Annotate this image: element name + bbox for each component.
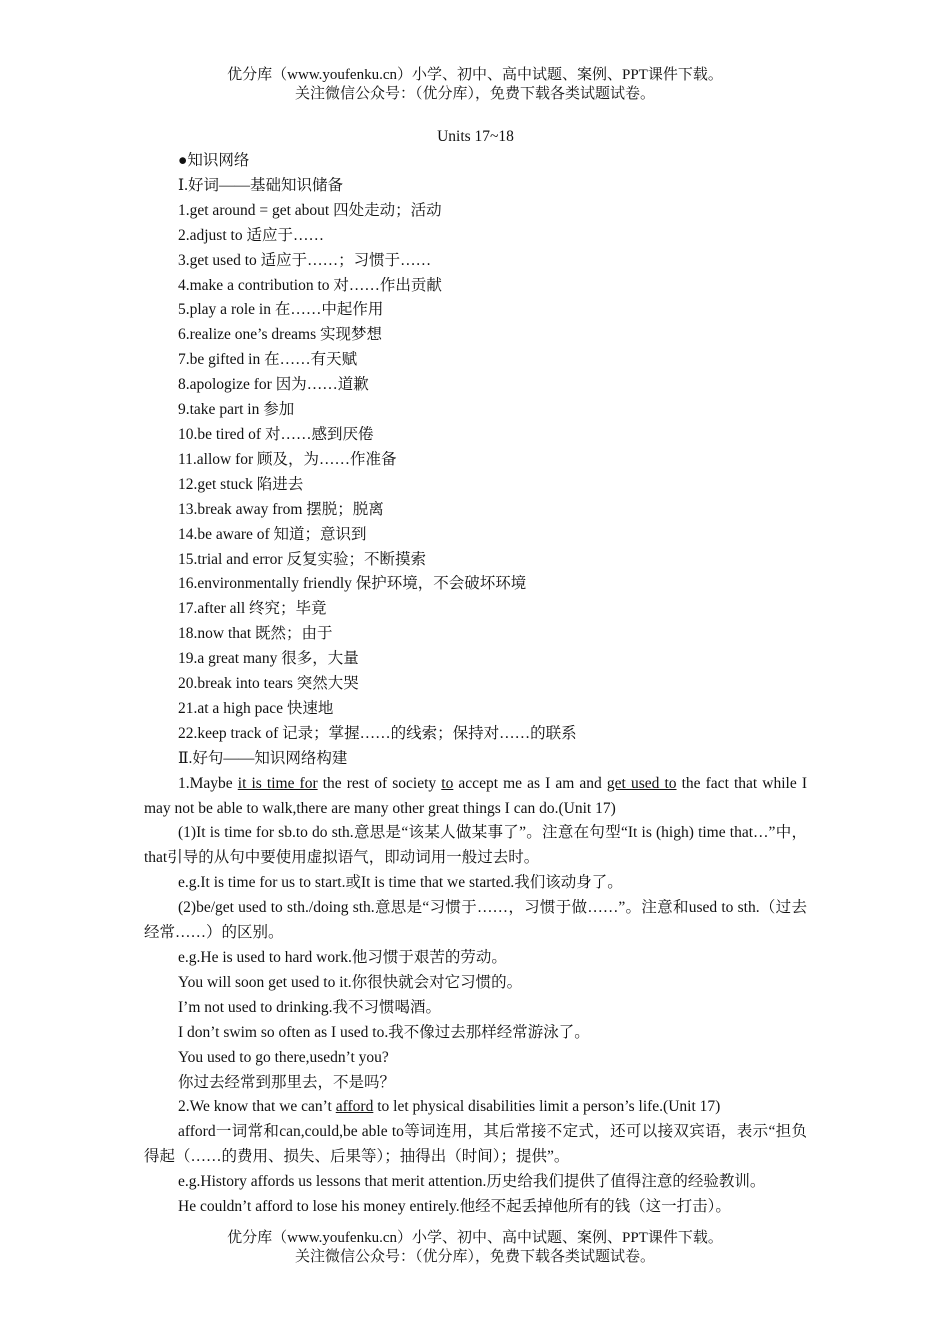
word-item: 7.be gifted in 在……有天赋 <box>178 351 358 369</box>
word-item: 6.realize one’s dreams 实现梦想 <box>178 326 383 344</box>
sentence-1-underline-1: it is time for <box>237 774 318 792</box>
section-1-title: Ⅰ.好词——基础知识储备 <box>178 176 343 194</box>
example-line: e.g.He is used to hard work.他习惯于艰苦的劳动。 <box>178 949 507 966</box>
example-line: e.g.It is time for us to start.或It is time that we started.我们该动身了。 <box>178 874 623 892</box>
word-item: 3.get used to 适应于……；习惯于…… <box>178 251 432 269</box>
word-list <box>144 199 807 747</box>
word-item: 9.take part in 参加 <box>178 401 295 419</box>
explanation-paragraph: (2)be/get used to sth./doing sth.意思是“习惯于……，习惯于做……”。注意和used to sth.（过去经常……）的区别。 <box>144 899 807 942</box>
document-body <box>144 124 807 1220</box>
section-knowledge-network: ●知识网络 <box>178 152 250 169</box>
word-item: 19.a great many 很多，大量 <box>178 650 359 668</box>
word-item: 15.trial and error 反复实验；不断摸索 <box>178 550 426 568</box>
example-line: I don’t swim so often as I used to.我不像过去那样经常游泳了。 <box>178 1023 590 1041</box>
sentence-1 <box>144 772 807 822</box>
example-line: He couldn’t afford to lose his money entirely.他经不起丢掉他所有的钱（这一打击）。 <box>178 1198 731 1216</box>
word-item: 2.adjust to 适应于…… <box>178 226 324 244</box>
footer-line-2: 关注微信公众号：（优分库），免费下载各类试题试卷。 <box>294 1249 655 1265</box>
sentence-1-text: 1.Maybe <box>178 774 238 792</box>
sentence-1-underline-2: to <box>441 774 454 792</box>
word-item: 8.apologize for 因为……道歉 <box>178 376 369 394</box>
sentence-1-text: the fact that while I may not be able to walk,there are many other great things I can do.(Unit 17) <box>144 774 808 817</box>
word-item: 13.break away from 摆脱；脱离 <box>178 500 384 518</box>
sentence-1-text: accept me as I am and <box>453 774 607 792</box>
header-line-2: 关注微信公众号：（优分库），免费下载各类试题试卷。 <box>294 86 655 102</box>
section-2-title: Ⅱ.好句——知识网络构建 <box>178 749 348 767</box>
footer-line-1: 优分库（www.youfenku.cn）小学、初中、高中试题、案例、PPT课件下载。 <box>227 1230 723 1246</box>
word-item: 18.now that 既然；由于 <box>178 625 333 643</box>
word-item: 12.get stuck 陷进去 <box>178 475 304 493</box>
word-item: 10.be tired of 对……感到厌倦 <box>178 425 374 443</box>
word-item: 4.make a contribution to 对……作出贡献 <box>178 276 442 294</box>
example-line: 你过去经常到那里去，不是吗？ <box>178 1073 396 1091</box>
word-item: 14.be aware of 知道；意识到 <box>178 525 367 543</box>
sentence-2-underline: afford <box>335 1098 374 1116</box>
header-line-1: 优分库（www.youfenku.cn）小学、初中、高中试题、案例、PPT课件下载。 <box>227 67 723 83</box>
word-item: 20.break into tears 突然大哭 <box>178 675 359 693</box>
example-line: e.g.History affords us lessons that merit attention.历史给我们提供了值得注意的经验教训。 <box>178 1173 766 1191</box>
example-line: I’m not used to drinking.我不习惯喝酒。 <box>178 998 442 1016</box>
example-line: You will soon get used to it.你很快就会对它习惯的。 <box>178 973 523 991</box>
word-item: 1.get around = get about 四处走动；活动 <box>178 201 442 219</box>
page-header <box>0 66 950 104</box>
sentence-2 <box>144 1095 807 1120</box>
word-item: 5.play a role in 在……中起作用 <box>178 301 384 319</box>
example-line: You used to go there,usedn’t you? <box>178 1048 389 1066</box>
sentence-2-text: to let physical disabilities limit a person’s life.(Unit 17) <box>373 1098 721 1116</box>
word-item: 22.keep track of 记录；掌握……的线索；保持对……的联系 <box>178 724 577 742</box>
word-item: 17.after all 终究；毕竟 <box>178 600 327 618</box>
word-item: 21.at a high pace 快速地 <box>178 699 334 717</box>
sentence-1-underline-3: get used to <box>606 774 677 792</box>
explanation-paragraph: afford一词常和can,could,be able to等词连用，其后常接不定式，还可以接双宾语，表示“担负得起（……的费用、损失、后果等）；抽得出（时间）；提供”。 <box>144 1123 807 1166</box>
word-item: 16.environmentally friendly 保护环境，不会破坏环境 <box>178 575 527 593</box>
sentence-1-text: the rest of society <box>317 774 442 792</box>
page-title: Units 17~18 <box>437 128 514 145</box>
sentence-2-text: 2.We know that we can’t <box>178 1098 336 1116</box>
explanation-paragraph: (1)It is time for sb.to do sth.意思是“该某人做某事了”。注意在句型“It is (high) time that…”中，that引导的从句中要使用虚拟语气，即动词用一般过去时。 <box>144 824 807 867</box>
page-footer <box>0 1229 950 1267</box>
word-item: 11.allow for 顾及，为……作准备 <box>178 450 397 468</box>
